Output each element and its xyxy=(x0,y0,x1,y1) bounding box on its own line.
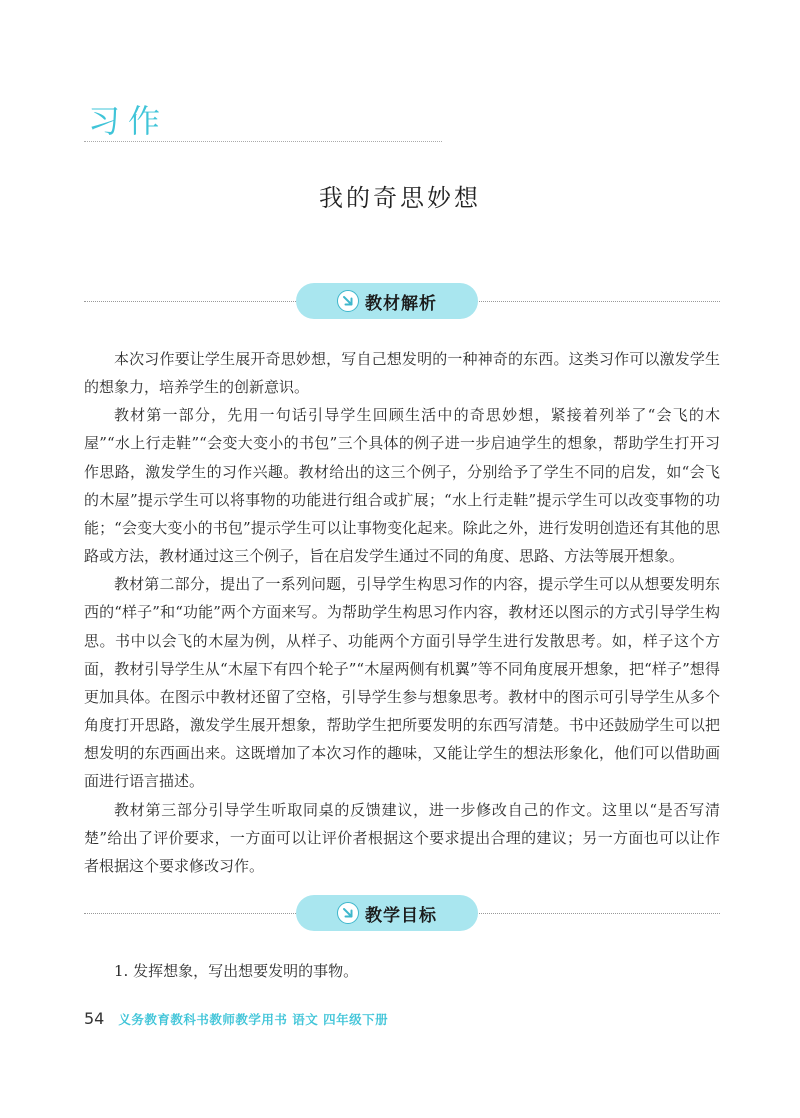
paragraph: 本次习作要让学生展开奇思妙想，写自己想发明的一种神奇的东西。这类习作可以激发学生的想象力，培养学生的创新意识。 xyxy=(84,350,720,397)
page-footer xyxy=(84,1009,388,1028)
section-pill xyxy=(296,283,478,319)
paragraph: 教材第一部分，先用一句话引导学生回顾生活中的奇思妙想，紧接着列举了“会飞的木屋”“水上行走鞋”“会变大变小的书包”三个具体的例子进一步启迪学生的想象，帮助学生打开习作思路，激发学生的习作兴趣。教材给出的这三个例子，分别给予了学生不同的启发，如“会飞的木屋”提示学生可以将事物的功能进行组合或扩展；“水上行走鞋”提示学生可以改变事物的功能；“会变大变小的书包”提示学生可以让事物变化起来。除此之外，进行发明创造还有其他的思路或方法，教材通过这三个例子，旨在启发学生通过不同的角度、思路、方法等展开想象。 xyxy=(84,406,720,566)
section-title-analysis: 教材解析 xyxy=(365,293,437,314)
section-header-goals xyxy=(84,895,720,931)
section-header-analysis xyxy=(84,283,720,319)
section-title-goals: 教学目标 xyxy=(365,905,437,926)
analysis-body xyxy=(84,345,720,880)
book-title: 义务教育教科书教师教学用书 语文 四年级下册 xyxy=(118,1012,389,1027)
section-pill xyxy=(296,895,478,931)
paragraph: 教材第二部分，提出了一系列问题，引导学生构思习作的内容，提示学生可以从想要发明东西的“样子”和“功能”两个方面来写。为帮助学生构思习作内容，教材还以图示的方式引导学生构思。书中以会飞的木屋为例，从样子、功能两个方面引导学生进行发散思考。如，样子这个方面，教材引导学生从“木屋下有四个轮子”“木屋两侧有机翼”等不同角度展开想象，把“样子”想得更加具体。在图示中教材还留了空格，引导学生参与想象思考。教材中的图示可引导学生从多个角度打开思路，激发学生展开想象，帮助学生把所要发明的东西写清楚。书中还鼓励学生可以把想发明的东西画出来。这既增加了本次习作的趣味，又能让学生的想法形象化，他们可以借助画面进行语言描述。 xyxy=(84,575,720,791)
page-title: 我的奇思妙想 xyxy=(319,184,481,212)
page-number: 54 xyxy=(84,1009,105,1028)
arrow-circle-icon xyxy=(337,290,359,312)
arrow-circle-icon xyxy=(337,902,359,924)
section-label: 习作 xyxy=(88,102,169,140)
paragraph: 教材第三部分引导学生听取同桌的反馈建议，进一步修改自己的作文。这里以“是否写清楚”给出了评价要求，一方面可以让评价者根据这个要求提出合理的建议；另一方面也可以让作者根据这个要求修改习作。 xyxy=(84,800,720,875)
header-divider xyxy=(84,141,442,142)
goal-item: 1. 发挥想象，写出想要发明的事物。 xyxy=(114,962,359,980)
